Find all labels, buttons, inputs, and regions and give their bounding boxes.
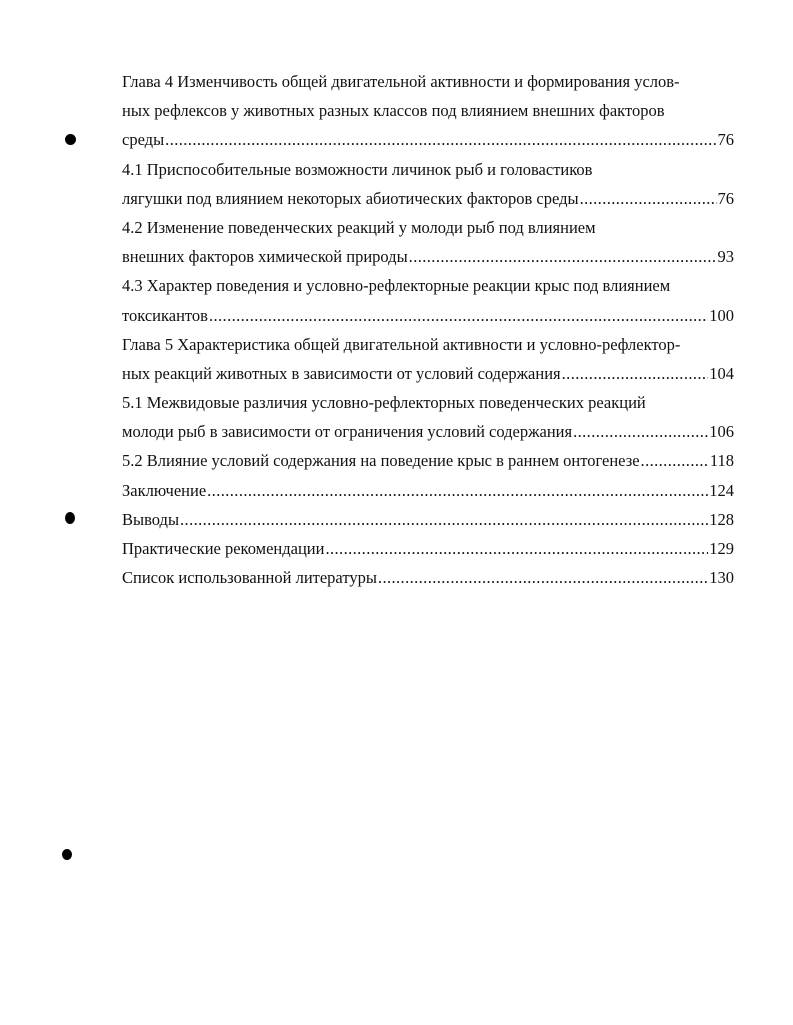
findings-entry xyxy=(122,505,734,534)
section-5-1-title-line-1: 5.1 Межвидовые различия условно-рефлекторных поведенческих реакций xyxy=(122,393,646,413)
findings-title: Выводы xyxy=(122,509,180,529)
hole-punch-mark-top xyxy=(65,134,76,145)
section-4-2-entry xyxy=(122,242,734,271)
chapter-5-page: 104 xyxy=(709,363,734,383)
chapter-5-title-line-2: ных реакций животных в зависимости от условий содержания xyxy=(122,363,561,383)
section-4-3-page: 100 xyxy=(709,305,734,325)
recommendations-page: 129 xyxy=(709,539,734,558)
chapter-5-title-line-1: Глава 5 Характеристика общей двигательной активности и условно-рефлектор- xyxy=(122,334,681,354)
chapter-4-title-line-3: среды xyxy=(122,130,165,150)
references-page: 130 xyxy=(709,568,734,588)
section-5-2-page: 118 xyxy=(709,451,734,471)
recommendations-entry xyxy=(122,534,734,563)
section-5-1-page: 106 xyxy=(709,422,734,442)
section-4-2-title-line-1: 4.2 Изменение поведенческих реакций у молоди рыб под влиянием xyxy=(122,217,596,237)
section-4-3-title-line-1: 4.3 Характер поведения и условно-рефлекторные реакции крыс под влиянием xyxy=(122,276,671,296)
chapter-5-entry xyxy=(122,359,734,388)
chapter-4-title-line-1: Глава 4 Изменчивость общей двигательной активности и формирования услов- xyxy=(122,72,680,91)
recommendations-title: Практические рекомендации xyxy=(122,539,325,558)
section-4-2-title-line-2: внешних факторов химической природы xyxy=(122,247,408,267)
table-of-contents xyxy=(122,67,734,592)
dot-leader xyxy=(180,505,708,534)
dot-leader xyxy=(207,476,708,505)
hole-punch-mark-bottom xyxy=(62,849,72,860)
dot-leader xyxy=(562,359,709,388)
dot-leader xyxy=(325,534,708,563)
section-4-3-entry xyxy=(122,301,734,330)
chapter-4-page: 76 xyxy=(717,130,734,150)
section-4-1-title-line-1: 4.1 Приспособительные возможности личинок рыб и головастиков xyxy=(122,159,593,179)
section-5-1-title-line-2: молоди рыб в зависимости от ограничения условий содержания xyxy=(122,422,573,442)
conclusion-page: 124 xyxy=(709,480,734,500)
section-5-2-entry xyxy=(122,446,734,475)
dot-leader xyxy=(209,301,708,330)
dot-leader xyxy=(409,242,717,271)
conclusion-title: Заключение xyxy=(122,480,207,500)
hole-punch-mark-middle xyxy=(65,512,75,524)
dot-leader xyxy=(378,563,708,592)
section-4-1-page: 76 xyxy=(717,188,734,208)
section-5-1-entry xyxy=(122,417,734,446)
section-4-2-page: 93 xyxy=(717,247,734,267)
dot-leader xyxy=(641,446,709,475)
references-title: Список использованной литературы xyxy=(122,568,377,588)
dot-leader xyxy=(165,125,716,154)
chapter-4-entry xyxy=(122,125,734,154)
section-4-1-entry xyxy=(122,184,734,213)
findings-page: 128 xyxy=(709,509,734,529)
section-5-2-title: 5.2 Влияние условий содержания на поведение крыс в раннем онтогенезе xyxy=(122,451,640,471)
references-entry xyxy=(122,563,734,592)
dot-leader xyxy=(573,417,708,446)
chapter-4-title-line-2: ных рефлексов у животных разных классов под влиянием внешних факторов xyxy=(122,101,665,121)
conclusion-entry xyxy=(122,476,734,505)
dot-leader xyxy=(580,184,717,213)
section-4-1-title-line-2: лягушки под влиянием некоторых абиотических факторов среды xyxy=(122,188,579,208)
section-4-3-title-line-2: токсикантов xyxy=(122,305,208,325)
